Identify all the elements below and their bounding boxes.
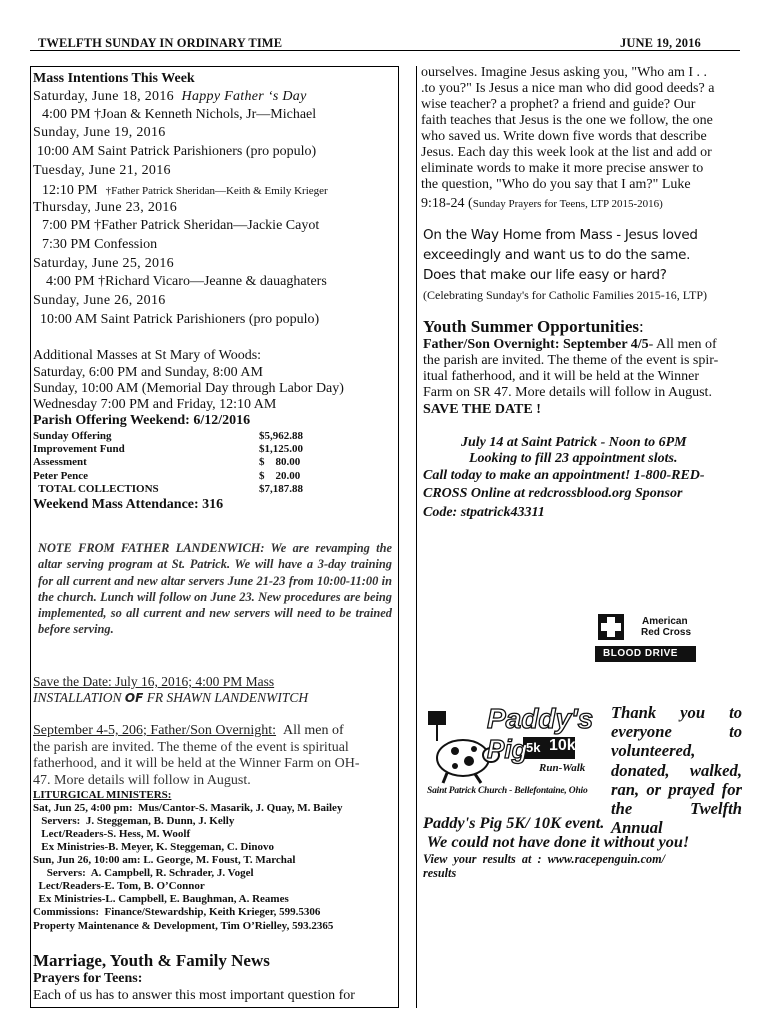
minister-line: Ex Ministries-L. Campbell, E. Baughman, A. Reames [33,893,289,905]
overnight-line [33,724,344,738]
teen-prayer-line: Jesus. Each day this week look at the list and add or [421,145,712,160]
blood-drive-line: Code: stpatrick43311 [423,505,545,520]
father-note: NOTE FROM FATHER LANDENWICH: We are revamping the altar serving program at St. Patrick. We will have a 3-day training for all current and new altar servers June 21-23 from 10:00-11:00 in the church. Lunch will follow on June 23. New procedures are being implemented, so all current and new servers will need to be trained before serving. [38,541,392,637]
teen-prayer-line: .to you?" Is Jesus a nice man who did good deeds? a [421,81,715,96]
mass-entry: 4:00 PM †Joan & Kenneth Nichols, Jr—Michael [42,107,317,122]
blood-drive-line: Looking to fill 23 appointment slots. [469,451,678,466]
way-home-source: (Celebrating Sunday's for Catholic Families 2015-16, LTP) [423,288,708,302]
youth-title [423,318,644,335]
mass-entry [42,182,328,198]
save-date-line: Save the Date: July 16, 2016; 4:00 PM Mass [33,674,275,689]
blood-drive-line: CROSS Online at redcrossblood.org Sponsor [423,486,683,501]
bulletin-title: TWELFTH SUNDAY IN ORDINARY TIME [38,36,283,50]
paddys-church: Saint Patrick Church - Bellefontaine, Ohio [427,786,588,796]
bulletin-date: JUNE 19, 2016 [620,36,701,50]
red-cross-blood-drive-logo [595,612,696,664]
minister-line: Sat, Jun 25, 4:00 pm: Mus/Cantor-S. Masarik, J. Quay, M. Bailey [33,802,343,814]
blood-drive-line: Call today to make an appointment! 1-800-RED- [423,468,705,483]
teen-prayer-source: Sunday Prayers for Teens, LTP 2015-2016) [472,198,663,210]
paddys-10k: 10k [549,737,576,754]
mass-entry-time: 12:10 PM [42,183,98,198]
minister-line: Sun, Jun 26, 10:00 am: L. George, M. Foust, T. Marchal [33,854,296,866]
paddys-pig-logo [425,703,607,803]
offering-total-amount: $7,187.88 [259,483,303,495]
thank-you-text: Thank you to everyone to volunteered, donated, walked, ran, or prayed for the Twelfth Annual [611,703,742,838]
offering-amount: $ 20.00 [259,470,301,482]
red-cross-name-1: American [642,616,688,627]
way-home-line: On the Way Home from Mass - Jesus loved [423,227,698,243]
teen-prayer-ref: 9:18-24 ( [421,196,473,211]
teen-prayer-line [421,195,663,211]
installation-name: FR SHAWN LANDENWITCH [143,690,309,705]
overnight-line: the parish are invited. The theme of the event is spiritual [33,740,349,755]
family-news-subtitle: Prayers for Teens: [33,971,143,986]
paddys-results-2: results [423,866,457,880]
ministers-title: LITURGICAL MINISTERS: [33,789,172,801]
family-news-text: Each of us has to answer this most important question for [33,988,355,1003]
youth-line: itual fatherhood, and it will be held at the Winner [423,369,699,384]
red-cross-name-2: Red Cross [641,627,692,638]
paddys-results: View your results at : www.racepenguin.com/ [423,852,665,866]
additional-masses-line: Saturday, 6:00 PM and Sunday, 8:00 AM [33,365,263,380]
way-home-line: exceedingly and want us to do the same. [423,247,691,263]
additional-masses-line: Wednesday 7:00 PM and Friday, 12:10 AM [33,397,277,412]
mass-entry: 7:30 PM Confession [42,237,158,252]
paddys-word: Paddy's [487,703,594,734]
additional-masses-line: Sunday, 10:00 AM (Memorial Day through Labor Day) [33,381,344,396]
mass-entry-small: †Father Patrick Sheridan—Keith & Emily Krieger [105,185,328,197]
teen-prayer-line: ourselves. Imagine Jesus asking you, "Who am I . . [421,65,708,80]
minister-line: Property Maintenance & Development, Tim O’Rielley, 593.2365 [33,920,334,932]
installation-line [33,691,308,705]
teen-prayer-line: faith teaches that Jesus is the one we follow, the one [421,113,713,128]
minister-line: Commissions: Finance/Stewardship, Keith Krieger, 599.5306 [33,906,321,918]
family-news-title: Marriage, Youth & Family News [33,951,270,970]
youth-title-text: Youth Summer Opportunities [423,317,639,336]
offering-label: Assessment [33,456,87,468]
offering-title: Parish Offering Weekend: 6/12/2016 [33,413,251,428]
overnight-head: September 4-5, 206; Father/Son Overnight: [33,723,277,738]
youth-title-colon: : [639,317,644,336]
offering-label: Sunday Offering [33,430,112,442]
mass-day: Sunday, June 26, 2016 [33,293,166,308]
youth-line: Farm on SR 47. More details will follow in August. [423,385,712,400]
minister-line: Ex Ministries-B. Meyer, K. Steggeman, C. Dinovo [33,841,274,853]
mass-day [33,90,307,104]
mass-day: Saturday, June 25, 2016 [33,256,174,271]
offering-amount: $5,962.88 [259,430,303,442]
overnight-text: All men of [283,723,344,738]
offering-amount: $1,125.00 [259,443,303,455]
offering-total-label: TOTAL COLLECTIONS [33,483,159,495]
mass-entry: 10:00 AM Saint Patrick Parishioners (pro populo) [37,144,317,159]
youth-overnight-head: Father/Son Overnight: September 4/5 [423,337,649,352]
mass-attendance: Weekend Mass Attendance: 316 [33,497,224,512]
blood-drive-line: July 14 at Saint Patrick - Noon to 6PM [461,435,687,450]
header-rule [30,50,740,51]
teen-prayer-line: who saved us. Write down five words that describe [421,129,707,144]
mass-entry: 7:00 PM †Father Patrick Sheridan—Jackie Cayot [42,218,320,233]
minister-line: Servers: J. Steggeman, B. Dunn, J. Kelly [33,815,235,827]
additional-masses-line: Additional Masses at St Mary of Woods: [33,348,262,363]
offering-amount: $ 80.00 [259,456,301,468]
mass-day: Tuesday, June 21, 2016 [33,163,171,178]
paddys-event: Paddy's Pig 5K/ 10K event. [423,813,605,832]
paddys-pig-word: Pig [487,734,528,764]
youth-save-date: SAVE THE DATE ! [423,402,541,417]
paddys-runwalk: Run-Walk [539,762,586,774]
youth-line: the parish are invited. The theme of the event is spir- [423,353,719,368]
minister-line: Servers: A. Campbell, R. Schrader, J. Vogel [33,867,254,879]
minister-line: Lect/Readers-S. Hess, M. Woolf [33,828,191,840]
teen-prayer-line: the question, "Who do you say that I am?" Luke [421,177,691,192]
paddys-thanks-line: We could not have done it without you! [423,832,690,851]
minister-line: Lect/Readers-E. Tom, B. O’Connor [33,880,205,892]
way-home-line: Does that make our life easy or hard? [423,267,667,283]
teen-prayer-line: wise teacher? a prophet? a friend and guide? Our [421,97,696,112]
overnight-line: fatherhood, and it will be held at the Winner Farm on OH- [33,756,360,771]
offering-label: Improvement Fund [33,443,125,455]
overnight-line: 47. More details will follow in August. [33,773,251,788]
paddys-5k: 5k [526,740,541,755]
youth-overnight-text: - All men of [648,337,717,352]
installation-text: INSTALLATION [33,690,125,705]
mass-entry: 10:00 AM Saint Patrick Parishioners (pro populo) [40,312,320,327]
mass-day-text: Saturday, June 18, 2016 [33,89,174,104]
teen-prayer-line: eliminate words to make it more precise answer to [421,161,704,176]
mass-entry: 4:00 PM †Richard Vicaro—Jeanne & dauaghaters [46,274,327,289]
mass-day: Sunday, June 19, 2016 [33,125,166,140]
offering-label: Peter Pence [33,470,89,482]
youth-line [423,338,717,352]
installation-of: OF [124,691,144,705]
mass-intentions-title: Mass Intentions This Week [33,71,195,86]
mass-day-note: Happy Father ‘s Day [181,89,307,104]
blood-drive-band: BLOOD DRIVE [603,648,678,659]
mass-day: Thursday, June 23, 2016 [33,200,178,215]
